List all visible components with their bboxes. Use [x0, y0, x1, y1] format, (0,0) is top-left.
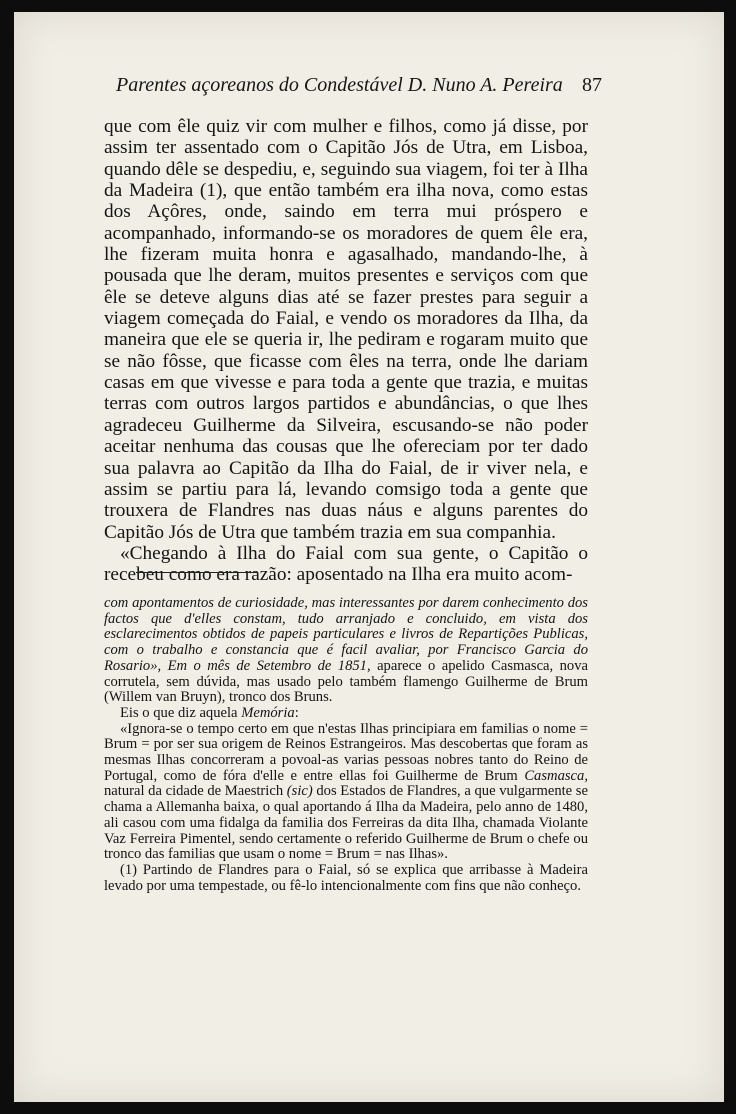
footnotes — [104, 596, 588, 894]
footnote-continuation — [104, 596, 588, 706]
running-title: Parentes açoreanos do Condestável D. Nuno A. Pereira — [116, 74, 563, 96]
memoria-intro: Eis o que diz aquela Memória: — [120, 704, 299, 721]
running-header — [116, 74, 602, 104]
main-text — [104, 116, 588, 586]
footnote-divider — [136, 572, 258, 573]
memoria-title: Memória — [241, 704, 295, 721]
memoria-quote: «Ignora-se o tempo certo em que n'estas Ilhas principiara em familias o nome = Brum = por ser sua origem de Reinos Estrangeiros. Mas descobertas que foram as mesmas Ilhas concorreram a povoal-as varias pessoas nobres tanto do Reino de Portugal, como de fóra d'elle e entre ellas foi Guilherme de Brum Casmasca, natural da cidade de Maestrich (sic) dos Estados de Flandres, a que vulgarmente se chama a Allemanha baixa, o qual aportando á Ilha da Madeira, pelo anno de 1480, ali casou com uma fidalga da familia dos Ferreiras da dita Ilha, chamada Violante Vaz Ferreira Pimentel, sendo certamente o referido Guilherme de Brum o chefe ou tronco das familias que usam o nome = Brum = nas Ilhas». — [104, 720, 588, 863]
page-number: 87 — [582, 74, 602, 96]
paragraph: «Chegando à Ilha do Faial com sua gente, o Capitão o recebeu como era razão: aposentado na Ilha era muito acom- — [104, 542, 588, 586]
paragraph: que com êle quiz vir com mulher e filhos, como já disse, por assim ter assentado com o Capitão Jós de Utra, em Lisboa, quando dêle se despediu, e, seguindo sua viagem, foi ter à Ilha da Madeira (1), que então também era ilha nova, como estas dos Açôres, onde, saindo em terra mui próspero e acompanhado, informando-se os moradores de quem êle era, lhe fizeram muita honra e agasalhado, mandando-lhe, à pousada que lhe deram, muitos presentes e serviços com que êle se deteve alguns dias até se fazer prestes para seguir a viagem começada do Faial, e vendo os moradores da Ilha, da maneira que ele se queria ir, lhe pediram e rogaram muito que se não fôsse, que ficasse com êles na terra, onde lhe dariam casas em que vivesse e para toda a gente que trazia, e muitas terras com outros largos partidos e abundâncias, o que lhes agradeceu Guilherme da Silveira, escusando-se não poder aceitar nenhuma das cousas que lhe ofereciam por ter dado sua palavra ao Capitão da Ilha do Faial, de ir viver nela, e assim se partiu para lá, levando comsigo toda a gente que trouxera de Flandres nas duas náus e alguns parentes do Capitão Jós de Utra que também trazia em sua companhia. — [104, 116, 588, 543]
footnote-italic-text: com apontamentos de curiosidade, mas interessantes por darem conhecimento dos factos que d'elles constam, tudo arranjado e concluido, em vista dos esclarecimentos obtidos de papeis particulares e livros de Repartições Publicas, com o trabalho e constancia que é facil avaliar, por Francisco Garcia do Rosario», Em o mês de Setembro de 1851, — [104, 595, 588, 674]
footnote-text: aparece o apelido Casmasca, nova corrutela, sem dúvida, mas usado pelo também flamengo Guilherme de Brum (Willem van Bruyn), tronco dos Bruns. — [104, 657, 588, 706]
footnote-1: (1) Partindo de Flandres para o Faial, só se explica que arribasse à Madeira levado por uma tempestade, ou fê-lo intencionalmente com fins que não conheço. — [104, 861, 588, 894]
